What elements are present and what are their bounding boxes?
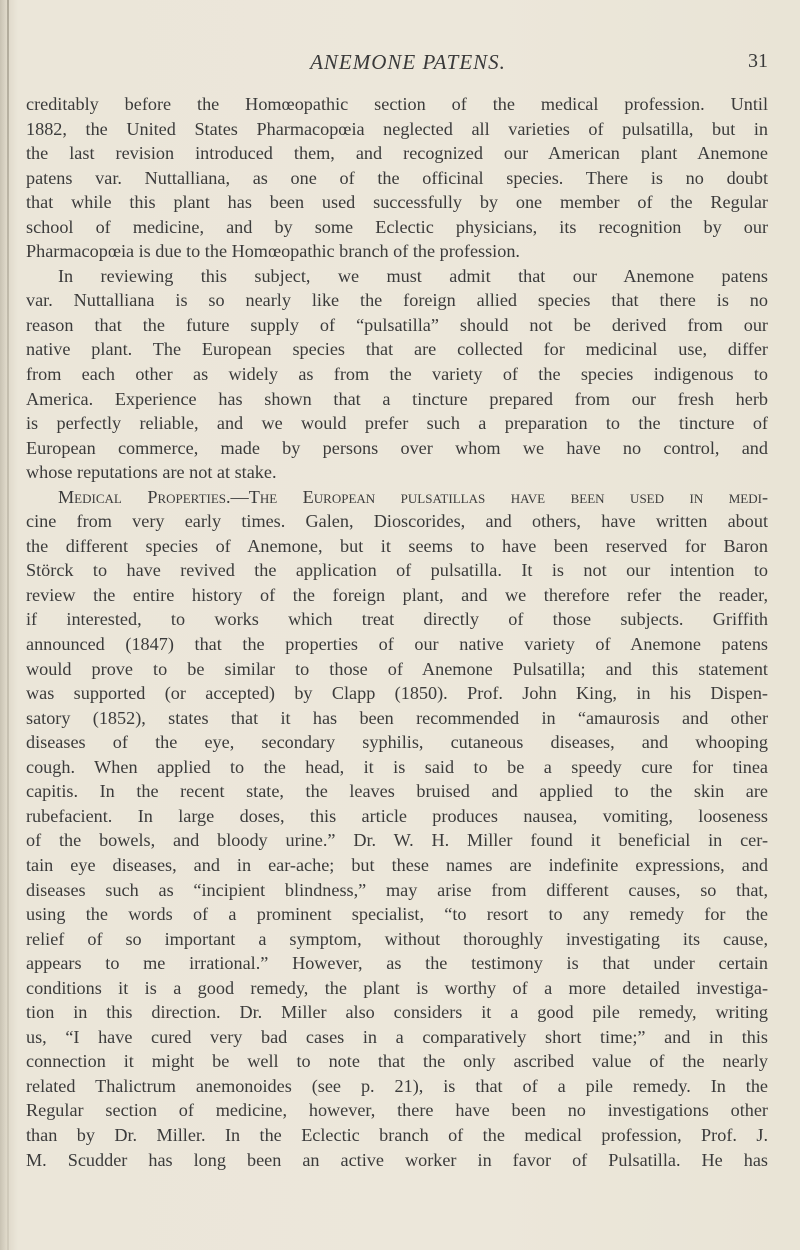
text-line: reason that the future supply of “pulsatilla” should not be derived from our: [26, 314, 768, 335]
text-line: Pharmacopœia is due to the Homœopathic branch of the profession.: [26, 241, 520, 262]
text-line: Störck to have revived the application of pulsatilla. It is not our intention to: [26, 560, 768, 581]
text-line: diseases of the eye, secondary syphilis, cutaneous diseases, and whooping: [26, 732, 768, 753]
text-line: of the bowels, and bloody urine.” Dr. W. H. Miller found it beneficial in cer-: [26, 830, 768, 851]
text-line: the last revision introduced them, and recognized our American plant Anemone: [26, 143, 768, 164]
text-line: announced (1847) that the properties of our native variety of Anemone patens: [26, 634, 768, 655]
text-line: native plant. The European species that are collected for medicinal use, differ: [26, 339, 768, 360]
text-line: that while this plant has been used successfully by one member of the Regular: [26, 192, 768, 213]
text-line: var. Nuttalliana is so nearly like the foreign allied species that there is no: [26, 290, 768, 311]
page-gutter: [7, 0, 9, 1250]
text-line: whose reputations are not at stake.: [26, 462, 277, 483]
page-number: 31: [748, 50, 768, 72]
text-line: was supported (or accepted) by Clapp (1850). Prof. John King, in his Dispen-: [26, 683, 768, 704]
text-line: using the words of a prominent specialist, “to resort to any remedy for the: [26, 904, 768, 925]
text-line: European commerce, made by persons over whom we have no control, and: [26, 437, 768, 458]
text-line: would prove to be similar to those of Anemone Pulsatilla; and this statement: [26, 658, 768, 679]
text-line: relief of so important a symptom, without thoroughly investigating its cause,: [26, 928, 768, 949]
text-line: school of medicine, and by some Eclectic physicians, its recognition by our: [26, 216, 768, 237]
text-line: review the entire history of the foreign plant, and we therefore refer the reader,: [26, 584, 768, 605]
text-line: than by Dr. Miller. In the Eclectic branch of the medical profession, Prof. J.: [26, 1124, 768, 1145]
text-line: satory (1852), states that it has been recommended in “amaurosis and other: [26, 707, 768, 728]
text-line: the different species of Anemone, but it seems to have been reserved for Baron: [26, 535, 768, 556]
text-line: M. Scudder has long been an active worker in favor of Pulsatilla. He has: [26, 1149, 768, 1170]
page-header: [48, 50, 768, 80]
running-title: ANEMONE PATENS.: [310, 50, 506, 74]
text-line: America. Experience has shown that a tincture prepared from our fresh herb: [26, 388, 768, 409]
text-line: 1882, the United States Pharmacopœia neglected all varieties of pulsatilla, but in: [26, 118, 768, 139]
text-line: cine from very early times. Galen, Dioscorides, and others, have written about: [26, 511, 768, 532]
text-line: Medical Properties.—The European pulsatillas have been used in medi-: [58, 486, 768, 507]
text-line: capitis. In the recent state, the leaves bruised and applied to the skin are: [26, 781, 768, 802]
body-text: [26, 92, 768, 1172]
text-line: related Thalictrum anemonoides (see p. 21), is that of a pile remedy. In the: [26, 1075, 768, 1096]
text-line: tain eye diseases, and in ear-ache; but these names are indefinite expressions, and: [26, 854, 768, 875]
text-line: from each other as widely as from the variety of the species indigenous to: [26, 364, 768, 385]
text-line: rubefacient. In large doses, this article produces nausea, vomiting, looseness: [26, 805, 768, 826]
text-line: if interested, to works which treat directly of those subjects. Griffith: [26, 609, 768, 630]
text-line: Regular section of medicine, however, there have been no investigations other: [26, 1100, 768, 1121]
text-line: In reviewing this subject, we must admit that our Anemone patens: [58, 265, 768, 286]
text-line: conditions it is a good remedy, the plant is worthy of a more detailed investiga-: [26, 977, 768, 998]
text-line: creditably before the Homœopathic section of the medical profession. Until: [26, 94, 768, 114]
text-line: diseases such as “incipient blindness,” may arise from different causes, so that,: [26, 879, 768, 900]
text-line: cough. When applied to the head, it is said to be a speedy cure for tinea: [26, 756, 768, 777]
text-line: appears to me irrational.” However, as the testimony is that under certain: [26, 953, 768, 974]
text-line: tion in this direction. Dr. Miller also considers it a good pile remedy, writing: [26, 1002, 768, 1023]
text-line: connection it might be well to note that the only ascribed value of the nearly: [26, 1051, 768, 1072]
text-line: patens var. Nuttalliana, as one of the officinal species. There is no doubt: [26, 167, 768, 188]
text-line: is perfectly reliable, and we would prefer such a preparation to the tincture of: [26, 413, 768, 434]
text-line: us, “I have cured very bad cases in a comparatively short time;” and in this: [26, 1026, 768, 1047]
